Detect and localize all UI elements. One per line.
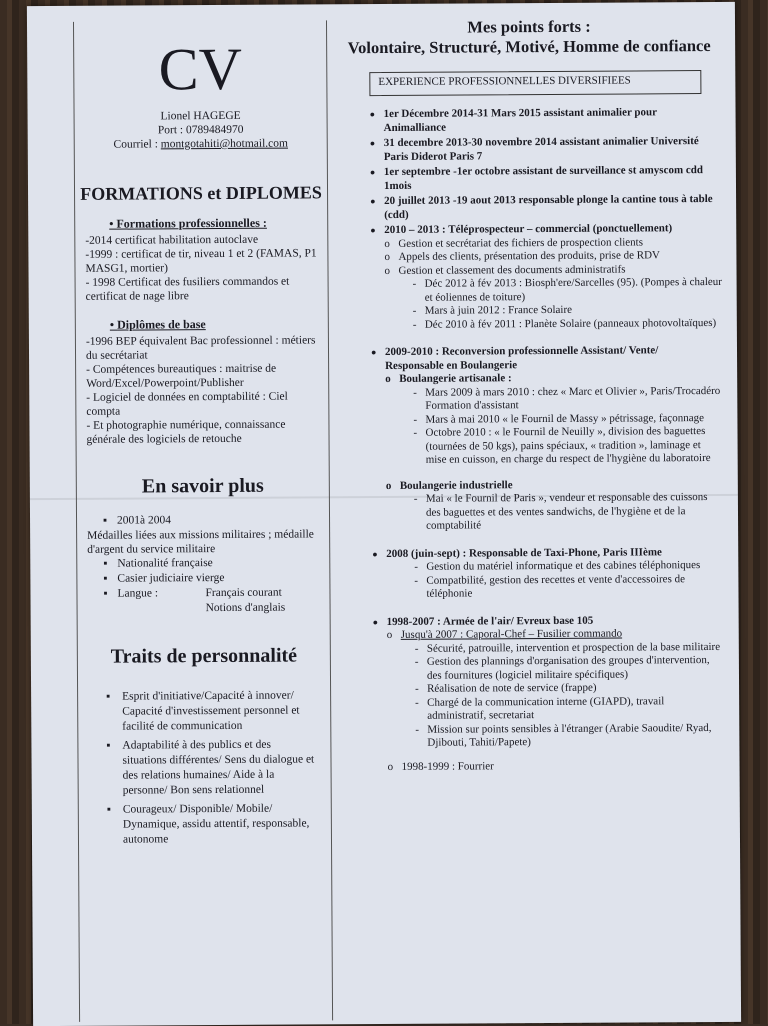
taxi-sub-item: - Compatbilité, gestion des recettes et vente d'accessoires de téléphonie	[330, 572, 734, 601]
langue-1: Français courant	[205, 586, 285, 601]
strengths-heading	[327, 16, 731, 58]
left-column	[73, 20, 333, 1022]
cv-document	[27, 2, 741, 1026]
email-link[interactable]: montgotahiti@hotmail.com	[161, 138, 288, 151]
diplome-item: - Logiciel de données en comptabilité : Ciel compta	[76, 389, 328, 419]
armee-task: - Mission sur points sensibles à l'étranger (Arabie Saoudite/ Ryad, Djibouti, Tahiti/Papete)	[331, 721, 735, 750]
formation-item: - 1998 Certificat des fusiliers commandos et certificat de nage libre	[76, 274, 328, 304]
experience-item: ● 2010 – 2013 : Téléprospecteur – commercial (ponctuellement)	[328, 222, 732, 238]
langue-row	[77, 585, 329, 617]
langue-2: Notions d'anglais	[206, 601, 286, 616]
savoir-item: ▪ Casier judiciaire vierge	[77, 570, 329, 587]
candidate-name: Lionel HAGEGE	[75, 108, 327, 124]
formations-heading: FORMATIONS et DIPLOMES	[75, 182, 327, 205]
email-line	[75, 136, 327, 152]
boulangerie-art-item: - Mars 2009 à mars 2010 : chez « Marc et Olivier », Paris/Trocadéro Formation d'assistant	[329, 384, 733, 413]
langue-label: ▪ Langue :	[117, 586, 191, 616]
phone-number: Port : 0789484970	[75, 122, 327, 138]
strengths-list: Volontaire, Structuré, Motivé, Homme de confiance	[335, 36, 723, 58]
email-label: Courriel :	[113, 138, 160, 150]
contact-block	[75, 108, 327, 152]
experience-item: ● 1er septembre -1er octobre assistant de surveillance st amyscom cdd 1mois	[328, 164, 732, 193]
boulangerie-art-item: - Octobre 2010 : « le Fournil de Neuilly », division des baguettes (tournées de 50 kgs), pains spéciaux, « tradition », laminage et mise en cuisson, en charge du respect de l'hygiène du laboratoire	[329, 425, 733, 468]
diplome-item: -1996 BEP équivalent Bac professionnel : métiers du secrétariat	[76, 333, 328, 363]
formation-item: -2014 certificat habilitation autoclave	[75, 232, 327, 248]
armee-task: - Sécurité, patrouille, intervention et prospection de la base militaire	[331, 640, 735, 656]
experience-item: ● 31 decembre 2013-30 novembre 2014 assistant animalier Université Paris Diderot Paris 7	[328, 135, 732, 164]
tele-sub-item: - Déc 2012 à fév 2013 : Biosph'ere/Sarcelles (95). (Pompes à chaleur et éoliennes de toiture)	[329, 276, 733, 305]
strengths-title: Mes points forts :	[335, 16, 723, 38]
experience-item: ● 1er Décembre 2014-31 Mars 2015 assistant animalier pour Animalliance	[328, 106, 732, 135]
savoir-heading: En savoir plus	[77, 475, 329, 498]
taxi-item: ● 2008 (juin-sept) : Responsable de Taxi-Phone, Paris IIIème	[330, 545, 734, 561]
experience-box: EXPERIENCE PROFESSIONNELLES DIVERSIFIEES	[369, 70, 701, 96]
diplome-item: - Compétences bureautiques : maitrise de Word/Excel/Powerpoint/Publisher	[76, 361, 328, 391]
armee-task: - Réalisation de note de service (frappe)	[331, 681, 735, 697]
right-column	[327, 2, 737, 1024]
tele-sub-item: - Mars à juin 2012 : France Solaire	[329, 303, 733, 319]
boulangerie-art-item: - Mars à mai 2010 « le Fournil de Massy » pétrissage, façonnage	[329, 411, 733, 427]
armee-task: - Gestion des plannings d'organisation des groupes d'intervention, des fournitures (logiciel militaire spécifiques)	[331, 654, 735, 683]
armee-item: ● 1998-2007 : Armée de l'air/ Evreux base 105	[331, 613, 735, 629]
tele-item: o Gestion et classement des documents administratifs	[328, 262, 732, 278]
boulangerie-ind-item: - Mai « le Fournil de Paris », vendeur et responsable des cuissons des baguettes et des ventes sandwichs, de l'hygiène et de la comptabilité	[330, 491, 734, 534]
reconversion-item: ● 2009-2010 : Reconversion professionnelle Assistant/ Vente/ Responsable en Boulangerie	[329, 344, 733, 373]
trait-item: ▪ Esprit d'initiative/Capacité à innover/ Capacité d'investissement personnel et facilité de communication	[78, 688, 330, 735]
boulangerie-industrielle: o Boulangerie industrielle	[330, 477, 734, 493]
experience-item: ● 20 juillet 2013 -19 aout 2013 responsable plonge la cantine tous à table (cdd)	[328, 193, 732, 222]
savoir-medals: Médailles liées aux missions militaires ; médaille d'argent du service militaire	[77, 527, 329, 557]
savoir-item: ▪ Nationalité française	[77, 555, 329, 572]
tele-sub-item: - Déc 2010 à fév 2011 : Planète Solaire (panneaux photovoltaïques)	[329, 316, 733, 332]
trait-item: ▪ Courageux/ Disponible/ Mobile/ Dynamique, assidu attentif, responsable, autonome	[79, 801, 331, 848]
boulangerie-artisanale: o Boulangerie artisanale :	[329, 371, 733, 387]
fourrier-item: o 1998-1999 : Fourrier	[332, 758, 736, 774]
tele-item: o Gestion et secrétariat des fichiers de prospection clients	[328, 235, 732, 251]
armee-sub: o Jusqu'à 2007 : Caporal-Chef – Fusilier commando	[331, 627, 735, 643]
taxi-sub-item: - Gestion du matériel informatique et des cabines téléphoniques	[330, 559, 734, 575]
langue-values	[191, 586, 285, 617]
savoir-year: ▪ 2001à 2004	[77, 512, 329, 529]
formations-pro-heading: • Formations professionnelles :	[109, 215, 327, 231]
diplomes-heading: • Diplômes de base	[110, 316, 328, 332]
cv-title: CV	[74, 38, 326, 100]
tele-item: o Appels des clients, présentation des produits, prise de RDV	[328, 249, 732, 265]
traits-heading: Traits de personnalité	[78, 645, 330, 668]
formation-item: -1999 : certificat de tir, niveau 1 et 2 (FAMAS, P1 MASG1, mortier)	[75, 246, 327, 276]
armee-task: - Chargé de la communication interne (GIAPD), travail administratif, secretariat	[331, 694, 735, 723]
diplome-item: - Et photographie numérique, connaissance générale des logiciels de retouche	[76, 417, 328, 447]
trait-item: ▪ Adaptabilité à des publics et des situations différentes/ Sens du dialogue et des relations humaines/ Aide à la personne/ Bon sens relationnel	[78, 737, 330, 799]
